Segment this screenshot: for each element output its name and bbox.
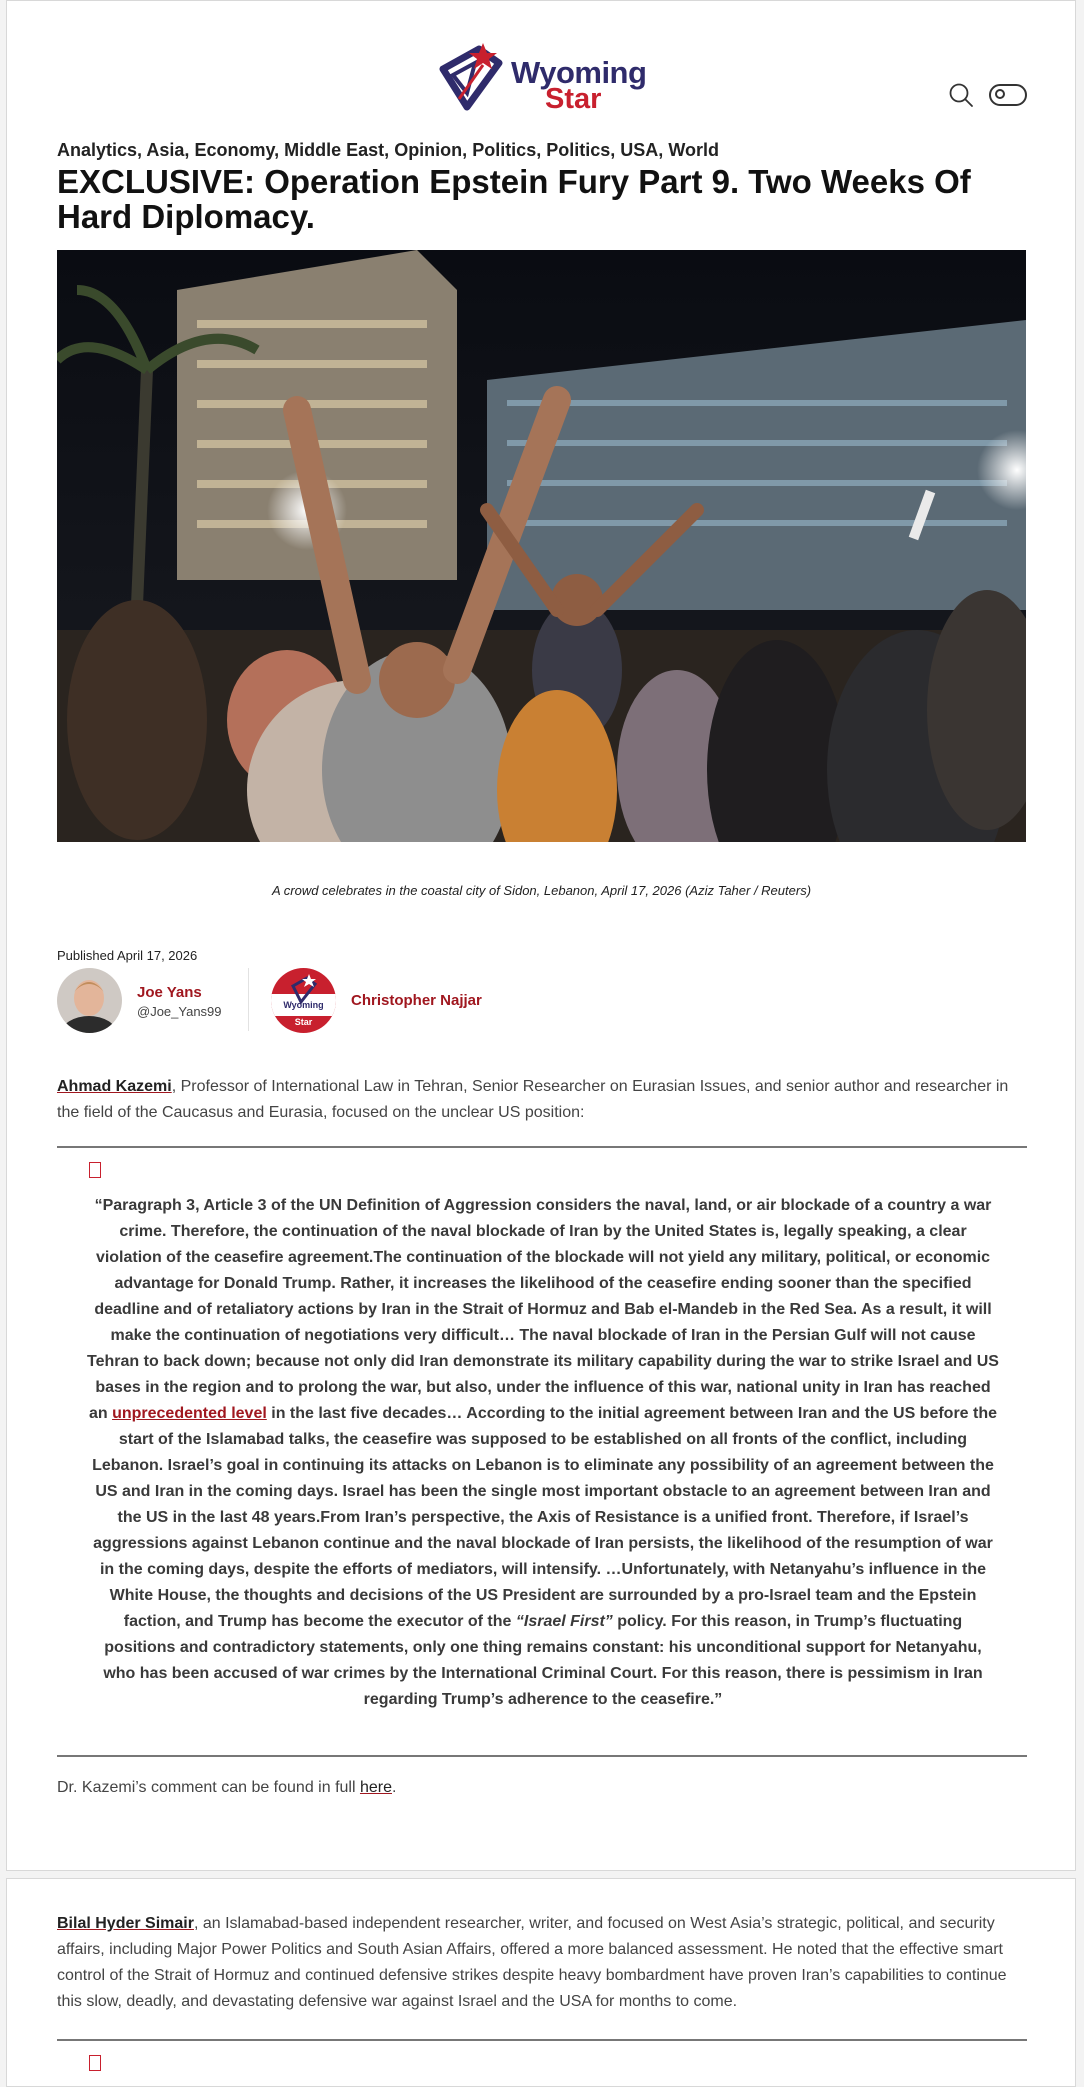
- expert-intro: [57, 1911, 1032, 2015]
- category-link[interactable]: USA: [620, 140, 659, 160]
- category-link[interactable]: World: [668, 140, 719, 160]
- avatar[interactable]: [57, 968, 122, 1033]
- expert-description: , an Islamabad-based independent researcher, writer, and focused on West Asia’s strategic, political, and security affairs, including Major Power Politics and South Asian Affairs, offered a more balanced assessment. He noted that the effective smart control of the Strait of Hormuz and continued defensive strikes despite heavy bombardment have proven Iran’s capabilities to continue this slow, deadly, and devastating defensive war against Israel and the USA for months to come.: [57, 1915, 1007, 2010]
- article-title: EXCLUSIVE: Operation Epstein Fury Part 9. Two Weeks Of Hard Diplomacy.: [57, 163, 971, 235]
- author-name[interactable]: Christopher Najjar: [351, 992, 482, 1009]
- quote-link[interactable]: unprecedented level: [112, 1405, 267, 1422]
- star-logo-icon: [439, 41, 519, 116]
- logo-line2: Star: [545, 83, 602, 115]
- source-text: Dr. Kazemi’s comment can be found in full: [57, 1779, 360, 1796]
- author-divider: [248, 968, 249, 1031]
- divider: [57, 2039, 1027, 2041]
- divider: [57, 1755, 1027, 1757]
- avatar[interactable]: [271, 968, 336, 1033]
- quote-text: in the last five decades… According to the initial agreement between Iran and the US before the start of the Islamabad talks, the ceasefire was supposed to be established on all fronts of the conflict, including Lebanon. Israel’s goal in continuing its attacks on Lebanon is to eliminate any possibility of an agreement between the US and Iran in the coming days. Israel has been the single most important obstacle to an agreement between Iran and the US in the last 48 years.From Iran’s perspective, the Axis of Resistance is a unified front. Therefore, if Israel’s aggressions against Lebanon continue and the naval blockade of Iran persists, the likelihood of the resumption of war in the coming days, despite the efforts of mediators, will intensify. …Unfortunately, with Netanyahu’s influence in the White House, the thoughts and decisions of the US President are surrounded by a pro-Israel team and the Epstein faction, and Trump has become the executor of the: [92, 1405, 998, 1630]
- author-handle: @Joe_Yans99: [137, 1004, 222, 1019]
- source-link[interactable]: here: [359, 1779, 392, 1796]
- expert-quote: [87, 1193, 999, 1713]
- category-link[interactable]: Politics: [472, 140, 537, 160]
- quote-emphasis: “Israel First”: [515, 1613, 613, 1630]
- image-caption: A crowd celebrates in the coastal city of Sidon, Lebanon, April 17, 2026 (Aziz Taher / Reuters): [271, 883, 812, 898]
- category-link[interactable]: Politics: [546, 140, 611, 160]
- avatar-logo-line1: Wyoming: [283, 1000, 324, 1010]
- source-end: .: [392, 1779, 397, 1796]
- source-note: [57, 1779, 396, 1797]
- quote-text: “Paragraph 3, Article 3 of the UN Definition of Aggression considers the naval, land, or air blockade of a country a war crime. Therefore, the continuation of the naval blockade of Iran by the United States is, legally speaking, a clear violation of the ceasefire agreement.The continuation of the blockade will not yield any military, political, or economic advantage for Donald Trump. Rather, it increases the likelihood of the ceasefire ending sooner than the specified deadline and of retaliatory actions by Iran in the Strait of Hormuz and Bab el-Mandeb in the Red Sea. As a result, it will make the continuation of negotiations very difficult… The naval blockade of Iran in the Persian Gulf will not cause Tehran to back down; because not only did Iran demonstrate its military capability during the war to strike Israel and US bases in the region and to prolong the war, but also, under the influence of this war, national unity in Iran has reached an: [87, 1197, 999, 1422]
- published-date: Published April 17, 2026: [57, 948, 198, 963]
- category-link[interactable]: Asia: [146, 140, 185, 160]
- divider: [57, 1146, 1027, 1148]
- expert-description: , Professor of International Law in Tehran, Senior Researcher on Eurasian Issues, and senior author and researcher in the field of the Caucasus and Eurasia, focused on the unclear US position:: [57, 1078, 1009, 1121]
- avatar-logo-line2: Star: [294, 1017, 313, 1027]
- category-list: Analytics, Asia, Economy, Middle East, Opinion, Politics, Politics, USA, World: [57, 140, 719, 160]
- theme-toggle[interactable]: [989, 84, 1027, 106]
- image-placeholder-icon: [89, 1162, 101, 1178]
- search-icon[interactable]: [948, 82, 974, 108]
- expert-name-link[interactable]: Bilal Hyder Simair: [57, 1915, 194, 1932]
- article-card: [6, 1878, 1076, 2087]
- article-card: [6, 0, 1076, 1871]
- site-logo[interactable]: [439, 41, 654, 116]
- theme-toggle-icon: [995, 89, 1005, 99]
- expert-intro: [57, 1074, 1032, 1126]
- category-link[interactable]: Opinion: [394, 140, 463, 160]
- logo-line1: Wyoming: [511, 55, 647, 90]
- image-placeholder-icon: [89, 2055, 101, 2071]
- category-link[interactable]: Economy: [194, 140, 275, 160]
- quote-text: policy. For this reason, in Trump’s fluctuating positions and contradictory statements, only one thing remains constant: his unconditional support for Netanyahu, who has been accused of war crimes by the International Criminal Court. For this reason, there is pessimism in Iran regarding Trump’s adherence to the ceasefire.”: [103, 1613, 983, 1708]
- expert-name-link[interactable]: Ahmad Kazemi: [57, 1078, 172, 1095]
- hero-image: [57, 250, 1026, 842]
- category-link[interactable]: Analytics: [57, 140, 138, 160]
- author-name[interactable]: Joe Yans: [137, 984, 202, 1001]
- category-link[interactable]: Middle East: [284, 140, 385, 160]
